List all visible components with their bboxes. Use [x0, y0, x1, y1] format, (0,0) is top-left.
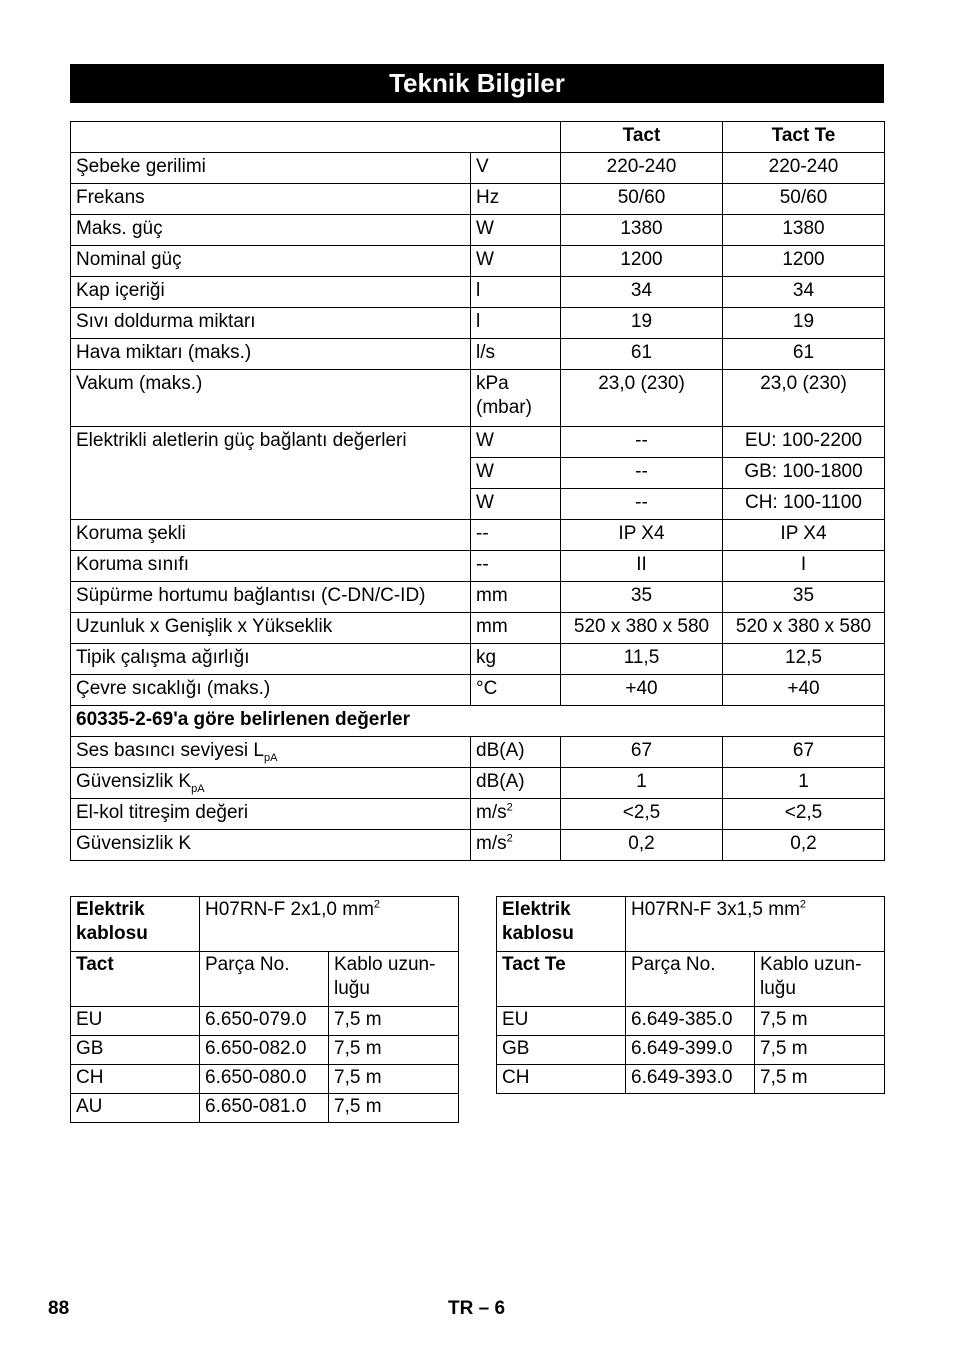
cable-part-no: 6.650-082.0 — [200, 1036, 329, 1065]
row-tact: 19 — [561, 308, 723, 339]
cable-spec-row — [71, 897, 459, 952]
cable-length: 7,5 m — [329, 1036, 459, 1065]
row-tact: II — [561, 551, 723, 582]
row-tact: 23,0 (230) — [561, 370, 723, 427]
row-label: Uzunluk x Genişlik x Yükseklik — [71, 613, 471, 644]
row-tact: 34 — [561, 277, 723, 308]
row-tactte: 1 — [723, 768, 885, 799]
spec-header-blank — [71, 122, 561, 153]
row-tact: 67 — [561, 737, 723, 768]
cable-model: Tact Te — [497, 952, 626, 1007]
row-tact: 50/60 — [561, 184, 723, 215]
spec-row — [71, 551, 885, 582]
row-tactte: 35 — [723, 582, 885, 613]
row-unit: mm — [471, 582, 561, 613]
row-tact: <2,5 — [561, 799, 723, 830]
row-tactte: 23,0 (230) — [723, 370, 885, 427]
row-label: Süpürme hortumu bağlantısı (C-DN/C-ID) — [71, 582, 471, 613]
cable-header-row — [71, 952, 459, 1007]
cable-heading: Elektrik kablosu — [71, 897, 200, 952]
row-label: Koruma şekli — [71, 520, 471, 551]
row-unit: dB(A) — [471, 768, 561, 799]
row-tactte: 1380 — [723, 215, 885, 246]
row-tact: 220-240 — [561, 153, 723, 184]
row-tactte: 19 — [723, 308, 885, 339]
cable-table-tact — [70, 896, 459, 1123]
spec-header-row — [71, 122, 885, 153]
row-tact: 1200 — [561, 246, 723, 277]
cable-model: Tact — [71, 952, 200, 1007]
row-label: Sıvı doldurma miktarı — [71, 308, 471, 339]
spec-row — [71, 153, 885, 184]
row-tactte: 34 — [723, 277, 885, 308]
spec-row — [71, 799, 885, 830]
section-code: TR – 6 — [448, 1298, 506, 1319]
row-tactte: 520 x 380 x 580 — [723, 613, 885, 644]
cable-part-header: Parça No. — [200, 952, 329, 1007]
row-unit: l — [471, 308, 561, 339]
row-tact: 61 — [561, 339, 723, 370]
row-label: Frekans — [71, 184, 471, 215]
row-label: Kap içeriği — [71, 277, 471, 308]
cable-spec: H07RN-F 2x1,0 $mm^2$ — [200, 897, 459, 952]
spec-row — [71, 427, 885, 458]
cable-part-no: 6.650-080.0 — [200, 1065, 329, 1094]
row-label: Hava miktarı (maks.) — [71, 339, 471, 370]
spec-row — [71, 184, 885, 215]
row-tactte: 67 — [723, 737, 885, 768]
row-label: Güvensizlik $K_{pA}$ — [71, 768, 471, 799]
row-label: Tipik çalışma ağırlığı — [71, 644, 471, 675]
row-tact: 1 — [561, 768, 723, 799]
cable-country: EU — [497, 1007, 626, 1036]
cable-part-no: 6.650-079.0 — [200, 1007, 329, 1036]
table-row — [497, 1036, 885, 1065]
row-unit: W — [471, 489, 561, 520]
row-tactte: GB: 100-1800 — [723, 458, 885, 489]
cable-length: 7,5 m — [329, 1065, 459, 1094]
section-row — [71, 706, 885, 737]
row-tact: 35 — [561, 582, 723, 613]
cable-length-header: Kablo uzun-luğu — [329, 952, 459, 1007]
cable-spec-row — [497, 897, 885, 952]
row-tactte: +40 — [723, 675, 885, 706]
page-number: 88 — [48, 1298, 70, 1319]
row-tact: -- — [561, 427, 723, 458]
row-tactte: CH: 100-1100 — [723, 489, 885, 520]
row-label: Çevre sıcaklığı (maks.) — [71, 675, 471, 706]
row-tactte: I — [723, 551, 885, 582]
row-unit: kg — [471, 644, 561, 675]
cable-part-no: 6.649-385.0 — [626, 1007, 755, 1036]
row-unit: mm — [471, 613, 561, 644]
row-tact: 0,2 — [561, 830, 723, 861]
row-label: Nominal güç — [71, 246, 471, 277]
row-tact: IP X4 — [561, 520, 723, 551]
row-tactte: 0,2 — [723, 830, 885, 861]
spec-table — [70, 121, 885, 861]
row-unit: W — [471, 427, 561, 458]
spec-row — [71, 613, 885, 644]
row-tact: +40 — [561, 675, 723, 706]
row-unit: kPa (mbar) — [471, 370, 561, 427]
spec-row — [71, 370, 885, 427]
cable-length: 7,5 m — [329, 1007, 459, 1036]
row-tact: 520 x 380 x 580 — [561, 613, 723, 644]
cable-country: GB — [71, 1036, 200, 1065]
page-title: Teknik Bilgiler — [70, 64, 884, 103]
row-unit: -- — [471, 520, 561, 551]
row-unit: $m/s^2$ — [471, 830, 561, 861]
row-label: Maks. güç — [71, 215, 471, 246]
row-tact: -- — [561, 489, 723, 520]
row-unit: °C — [471, 675, 561, 706]
row-tactte: 50/60 — [723, 184, 885, 215]
cable-spec: H07RN-F 3x1,5 $mm^2$ — [626, 897, 885, 952]
table-row — [497, 1007, 885, 1036]
row-unit: $m/s^2$ — [471, 799, 561, 830]
table-row — [71, 1007, 459, 1036]
row-unit: l — [471, 277, 561, 308]
spec-row — [71, 308, 885, 339]
row-unit: dB(A) — [471, 737, 561, 768]
cable-length: 7,5 m — [755, 1007, 885, 1036]
cable-length: 7,5 m — [755, 1036, 885, 1065]
row-tact: -- — [561, 458, 723, 489]
row-unit: l/s — [471, 339, 561, 370]
row-tactte: <2,5 — [723, 799, 885, 830]
row-tactte: 1200 — [723, 246, 885, 277]
spec-row — [71, 768, 885, 799]
row-unit: Hz — [471, 184, 561, 215]
row-label: Şebeke gerilimi — [71, 153, 471, 184]
spec-row — [71, 582, 885, 613]
col-tact: Tact — [561, 122, 723, 153]
cable-header-row — [497, 952, 885, 1007]
cable-table-tactte — [496, 896, 885, 1094]
cable-country: CH — [497, 1065, 626, 1094]
table-row — [71, 1065, 459, 1094]
row-label: Güvensizlik K — [71, 830, 471, 861]
spec-row — [71, 830, 885, 861]
spec-row — [71, 215, 885, 246]
spec-row — [71, 644, 885, 675]
spec-row — [71, 520, 885, 551]
row-tactte: 220-240 — [723, 153, 885, 184]
cable-part-no: 6.649-393.0 — [626, 1065, 755, 1094]
section-heading: 60335-2-69'a göre belirlenen değerler — [71, 706, 885, 737]
table-row — [497, 1065, 885, 1094]
cable-part-header: Parça No. — [626, 952, 755, 1007]
spec-row — [71, 246, 885, 277]
row-tact: 11,5 — [561, 644, 723, 675]
cable-length: 7,5 m — [755, 1065, 885, 1094]
spec-row — [71, 737, 885, 768]
table-row — [71, 1094, 459, 1123]
row-unit: W — [471, 458, 561, 489]
cable-country: CH — [71, 1065, 200, 1094]
row-unit: V — [471, 153, 561, 184]
row-tactte: EU: 100-2200 — [723, 427, 885, 458]
table-row — [71, 1036, 459, 1065]
row-label: Vakum (maks.) — [71, 370, 471, 427]
cable-heading: Elektrik kablosu — [497, 897, 626, 952]
row-label: Ses basıncı seviyesi $L_{pA}$ — [71, 737, 471, 768]
elec-label: Elektrikli aletlerin güç bağlantı değerleri — [71, 427, 471, 520]
row-tact: 1380 — [561, 215, 723, 246]
row-unit: -- — [471, 551, 561, 582]
row-tactte: 12,5 — [723, 644, 885, 675]
col-tactte: Tact Te — [723, 122, 885, 153]
cable-country: AU — [71, 1094, 200, 1123]
row-label: El-kol titreşim değeri — [71, 799, 471, 830]
row-unit: W — [471, 215, 561, 246]
row-tactte: IP X4 — [723, 520, 885, 551]
spec-row — [71, 339, 885, 370]
row-unit: W — [471, 246, 561, 277]
cable-length: 7,5 m — [329, 1094, 459, 1123]
cable-length-header: Kablo uzun-luğu — [755, 952, 885, 1007]
cable-part-no: 6.650-081.0 — [200, 1094, 329, 1123]
cable-country: GB — [497, 1036, 626, 1065]
spec-row — [71, 675, 885, 706]
row-tactte: 61 — [723, 339, 885, 370]
cable-part-no: 6.649-399.0 — [626, 1036, 755, 1065]
row-label: Koruma sınıfı — [71, 551, 471, 582]
spec-row — [71, 277, 885, 308]
cable-country: EU — [71, 1007, 200, 1036]
